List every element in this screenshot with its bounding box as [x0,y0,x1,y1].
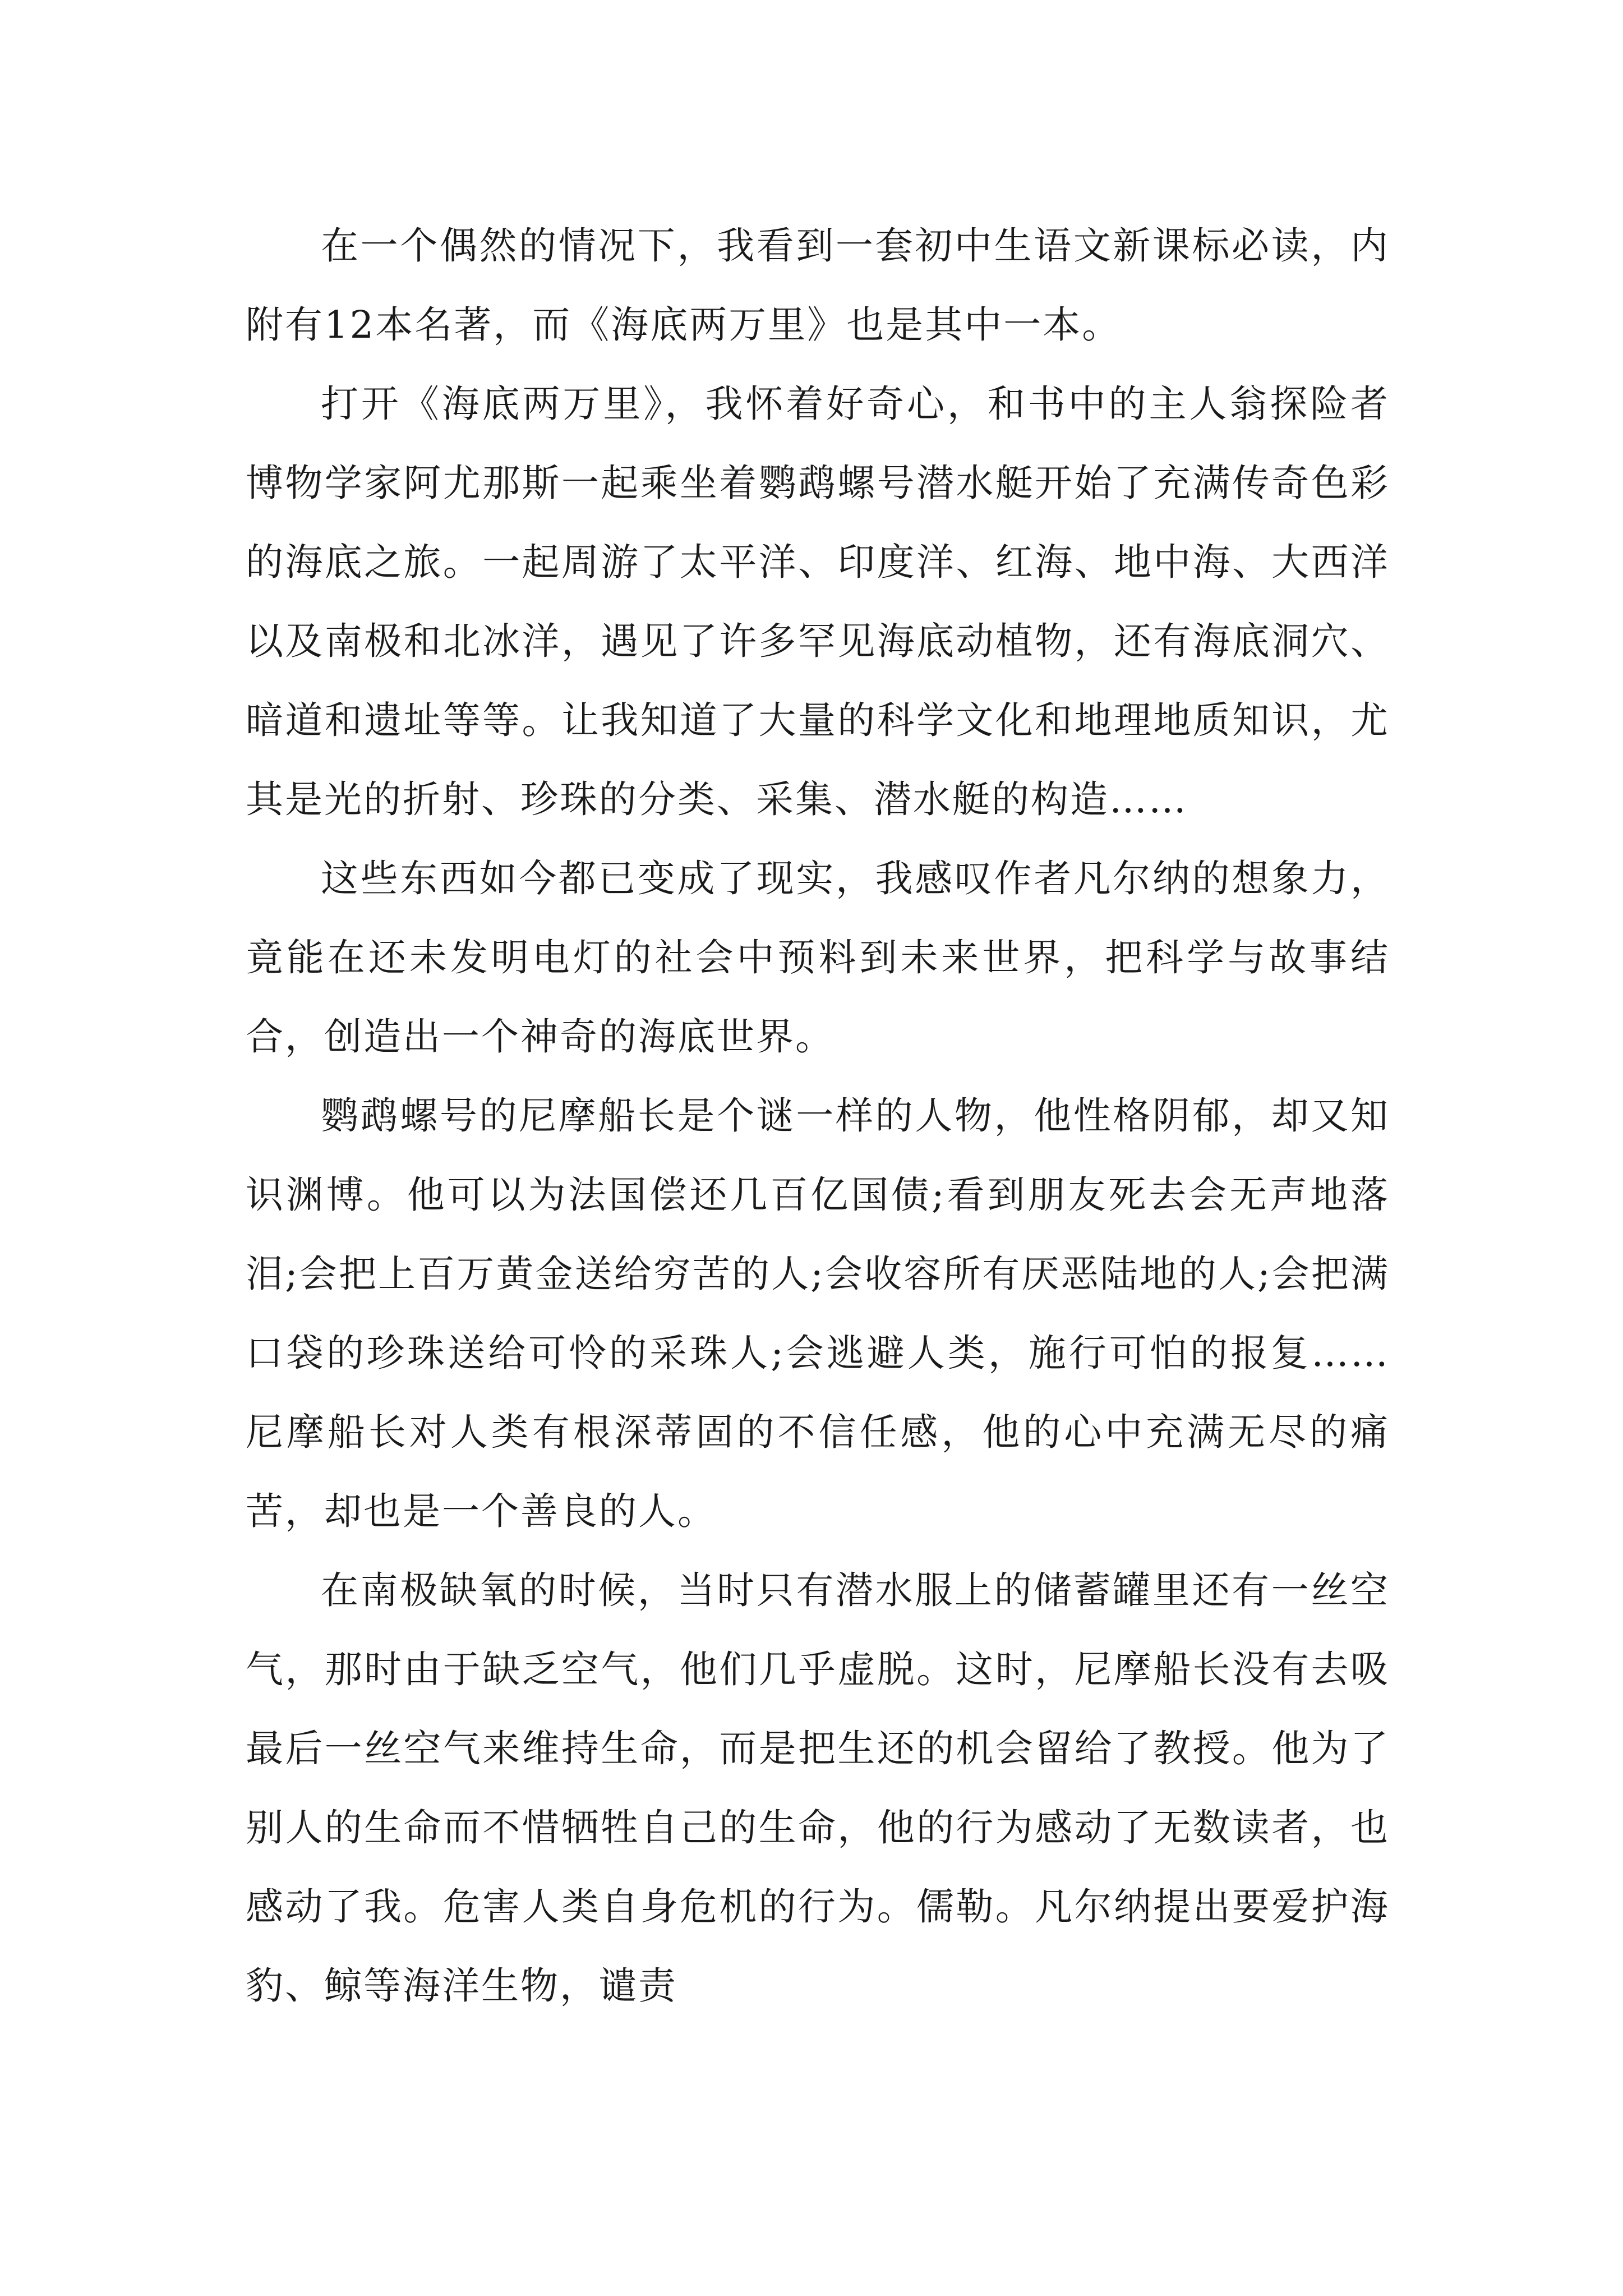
paragraph-5: 在南极缺氧的时候，当时只有潜水服上的储蓄罐里还有一丝空气，那时由于缺乏空气，他们几乎虚脱。这时，尼摩船长没有去吸最后一丝空气来维持生命，而是把生还的机会留给了教授。他为了别人的生命而不惜牺牲自己的生命，他的行为感动了无数读者，也感动了我。危害人类自身危机的行为。儒勒。凡尔纳提出要爱护海豹、鲸等海洋生物，谴责 [246,1568,1390,2008]
paragraph-3: 这些东西如今都已变成了现实，我感叹作者凡尔纳的想象力，竟能在还未发明电灯的社会中预料到未来世界，把科学与故事结合，创造出一个神奇的海底世界。 [246,857,1390,1059]
paragraph-4: 鹦鹉螺号的尼摩船长是个谜一样的人物，他性格阴郁，却又知识渊博。他可以为法国偿还几百亿国债;看到朋友死去会无声地落泪;会把上百万黄金送给穷苦的人;会收容所有厌恶陆地的人;会把满口袋的珍珠送给可怜的采珠人;会逃避人类，施行可怕的报复……尼摩船长对人类有根深蒂固的不信任感，他的心中充满无尽的痛苦，却也是一个善良的人。 [246,1094,1390,1533]
paragraph-2: 打开《海底两万里》，我怀着好奇心，和书中的主人翁探险者博物学家阿尤那斯一起乘坐着鹦鹉螺号潜水艇开始了充满传奇色彩的海底之旅。一起周游了太平洋、印度洋、红海、地中海、大西洋以及南极和北冰洋，遇见了许多罕见海底动植物，还有海底洞穴、暗道和遗址等等。让我知道了大量的科学文化和地理地质知识，尤其是光的折射、珍珠的分类、采集、潜水艇的构造…… [246,382,1390,821]
body-text [246,206,1390,2026]
paragraph-1: 在一个偶然的情况下，我看到一套初中生语文新课标必读，内附有12本名著，而《海底两万里》也是其中一本。 [246,224,1390,347]
